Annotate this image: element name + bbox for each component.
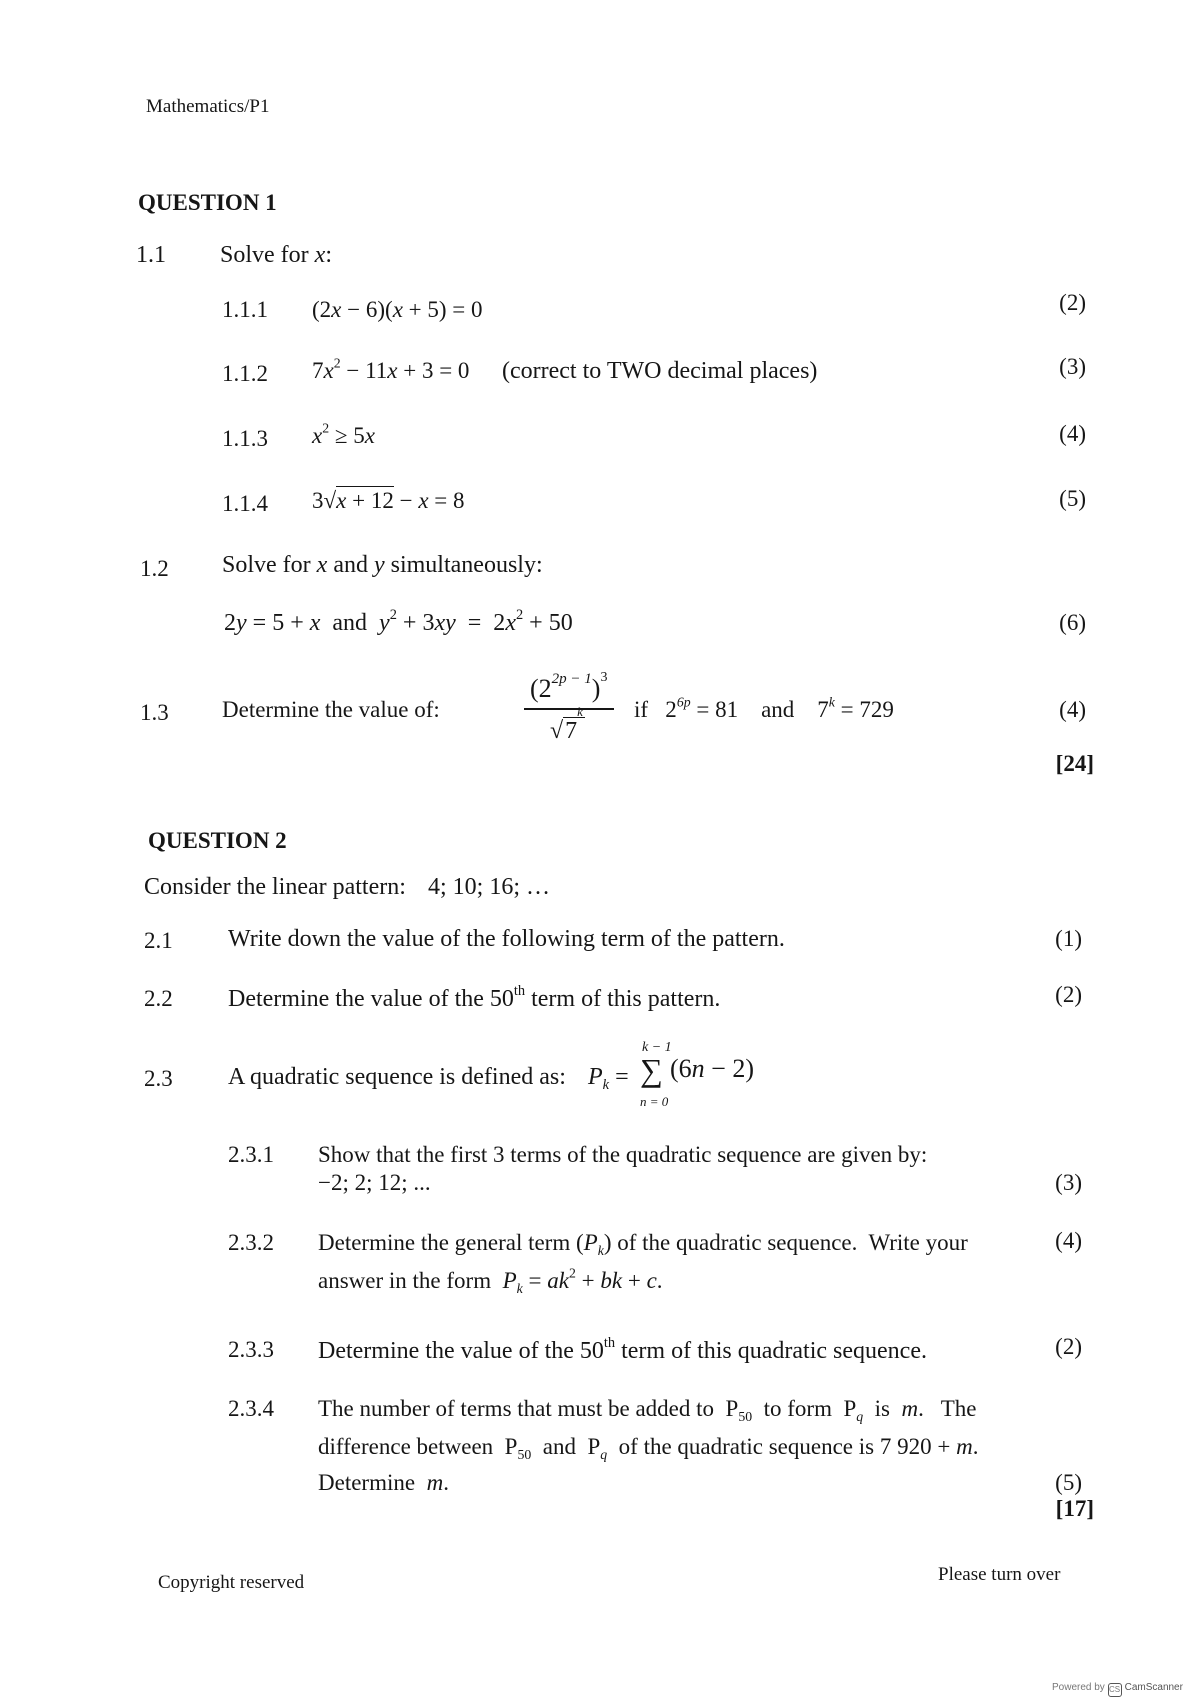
scanner-watermark <box>1052 1682 1183 1697</box>
q2-3-2-number: 2.3.2 <box>228 1230 274 1255</box>
q2-1-marks: (1) <box>1055 926 1082 951</box>
q1-1-4-number: 1.1.4 <box>222 491 268 516</box>
q1-3-fraction <box>524 670 614 750</box>
q1-2-marks: (6) <box>1059 610 1086 635</box>
q1-1-1-marks: (2) <box>1059 290 1086 315</box>
q1-3-text: Determine the value of: <box>222 697 440 722</box>
sigma-lower-limit: n = 0 <box>640 1094 669 1109</box>
footer-copyright: Copyright reserved <box>158 1572 305 1593</box>
q2-1-number: 2.1 <box>144 928 173 953</box>
sigma-term: (6n − 2) <box>670 1054 754 1083</box>
q1-1-3-number: 1.1.3 <box>222 426 268 451</box>
q1-1-3-marks: (4) <box>1059 421 1086 446</box>
q1-1-2-equation: $7x^2 - 11x + 3 = 0$ <box>312 355 470 383</box>
q2-3-4-marks: (5) <box>1055 1470 1082 1495</box>
q1-1-2-note: (correct to TWO decimal places) <box>502 358 818 384</box>
camscanner-logo-icon: CS <box>1108 1683 1122 1697</box>
sigma-upper-limit: k − 1 <box>642 1040 672 1055</box>
q2-3-number: 2.3 <box>144 1066 173 1091</box>
q1-3-denominator: √7$^k$ <box>550 704 583 744</box>
q1-3-number: 1.3 <box>140 700 169 725</box>
q2-3-1-marks: (3) <box>1055 1170 1082 1195</box>
q1-3-marks: (4) <box>1059 697 1086 722</box>
q2-3-4-line2: difference between $P_{50}$ and $P_q$ of the quadratic sequence is 7 920 + m. <box>318 1434 979 1462</box>
q2-2-text: Determine the value of the 50th term of this pattern. <box>228 983 721 1012</box>
q2-3-2-line1: Determine the general term $(P_k)$ of the quadratic sequence. Write your <box>318 1230 968 1258</box>
q1-1-4-equation: 3√x + 12 − x = 8 <box>312 488 465 513</box>
q1-1-1-equation: (2x − 6)(x + 5) = 0 <box>312 297 483 322</box>
q1-2-number: 1.2 <box>140 556 169 581</box>
q1-1-number: 1.1 <box>136 242 166 268</box>
q1-1-1-number: 1.1.1 <box>222 297 268 322</box>
sigma-icon: ∑ <box>640 1052 663 1088</box>
q2-3-2-line2: answer in the form $P_k = ak^2$ + bk + c. <box>318 1265 663 1296</box>
footer-turn-over: Please turn over <box>938 1564 1061 1585</box>
q2-3-1-number: 2.3.1 <box>228 1142 274 1167</box>
q2-intro: Consider the linear pattern: <box>144 874 406 900</box>
q2-3-2-marks: (4) <box>1055 1228 1082 1253</box>
q1-1-4-marks: (5) <box>1059 486 1086 511</box>
question-2-title: QUESTION 2 <box>148 828 287 853</box>
q2-3-pk: $P_k$ = <box>588 1064 629 1094</box>
q1-2-equations: 2y = 5 + x and $y^2 + 3xy = 2x^2 + 50$ <box>224 607 573 636</box>
q1-1-2-marks: (3) <box>1059 354 1086 379</box>
q2-3-4-number: 2.3.4 <box>228 1396 274 1421</box>
q2-3-1-line1: Show that the first 3 terms of the quadratic sequence are given by: <box>318 1142 928 1167</box>
q1-3-numerator: $(2^{2p - 1})^3$ <box>530 670 608 703</box>
scanner-brand: CamScanner <box>1124 1682 1183 1693</box>
q2-2-number: 2.2 <box>144 986 173 1011</box>
q1-3-condition: if $2^{6p} = 81$ and $7^k = 729$ <box>634 694 894 722</box>
q2-pattern: 4; 10; 16; … <box>428 874 551 900</box>
paper-header: Mathematics/P1 <box>146 96 270 117</box>
q2-total: [17] <box>1055 1496 1094 1521</box>
q1-total: [24] <box>1055 751 1094 776</box>
scanner-powered-by: Powered by <box>1052 1682 1105 1693</box>
question-1-title: QUESTION 1 <box>138 190 277 215</box>
q1-1-text: Solve for x: <box>220 242 332 268</box>
q2-3-text: A quadratic sequence is defined as: <box>228 1064 566 1090</box>
q2-3-3-text: Determine the value of the 50th term of this quadratic sequence. <box>318 1335 927 1364</box>
q2-3-4-line1: The number of terms that must be added to $P_{50}$ to form $P_q$ is m. The <box>318 1396 977 1424</box>
q1-3-fraction-bar <box>524 708 614 710</box>
q2-3-sigma-expression <box>640 1040 760 1110</box>
q1-1-2-number: 1.1.2 <box>222 361 268 386</box>
q2-3-4-line3: Determine m. <box>318 1470 449 1495</box>
q1-2-text: Solve for x and y simultaneously: <box>222 552 543 578</box>
q2-3-3-number: 2.3.3 <box>228 1337 274 1362</box>
q2-3-1-terms: −2; 2; 12; ... <box>318 1170 431 1195</box>
q2-2-marks: (2) <box>1055 982 1082 1007</box>
q2-1-text: Write down the value of the following term of the pattern. <box>228 926 785 952</box>
q2-3-3-marks: (2) <box>1055 1334 1082 1359</box>
q1-1-3-inequality: $x^2 \ge 5x$ <box>312 420 375 448</box>
